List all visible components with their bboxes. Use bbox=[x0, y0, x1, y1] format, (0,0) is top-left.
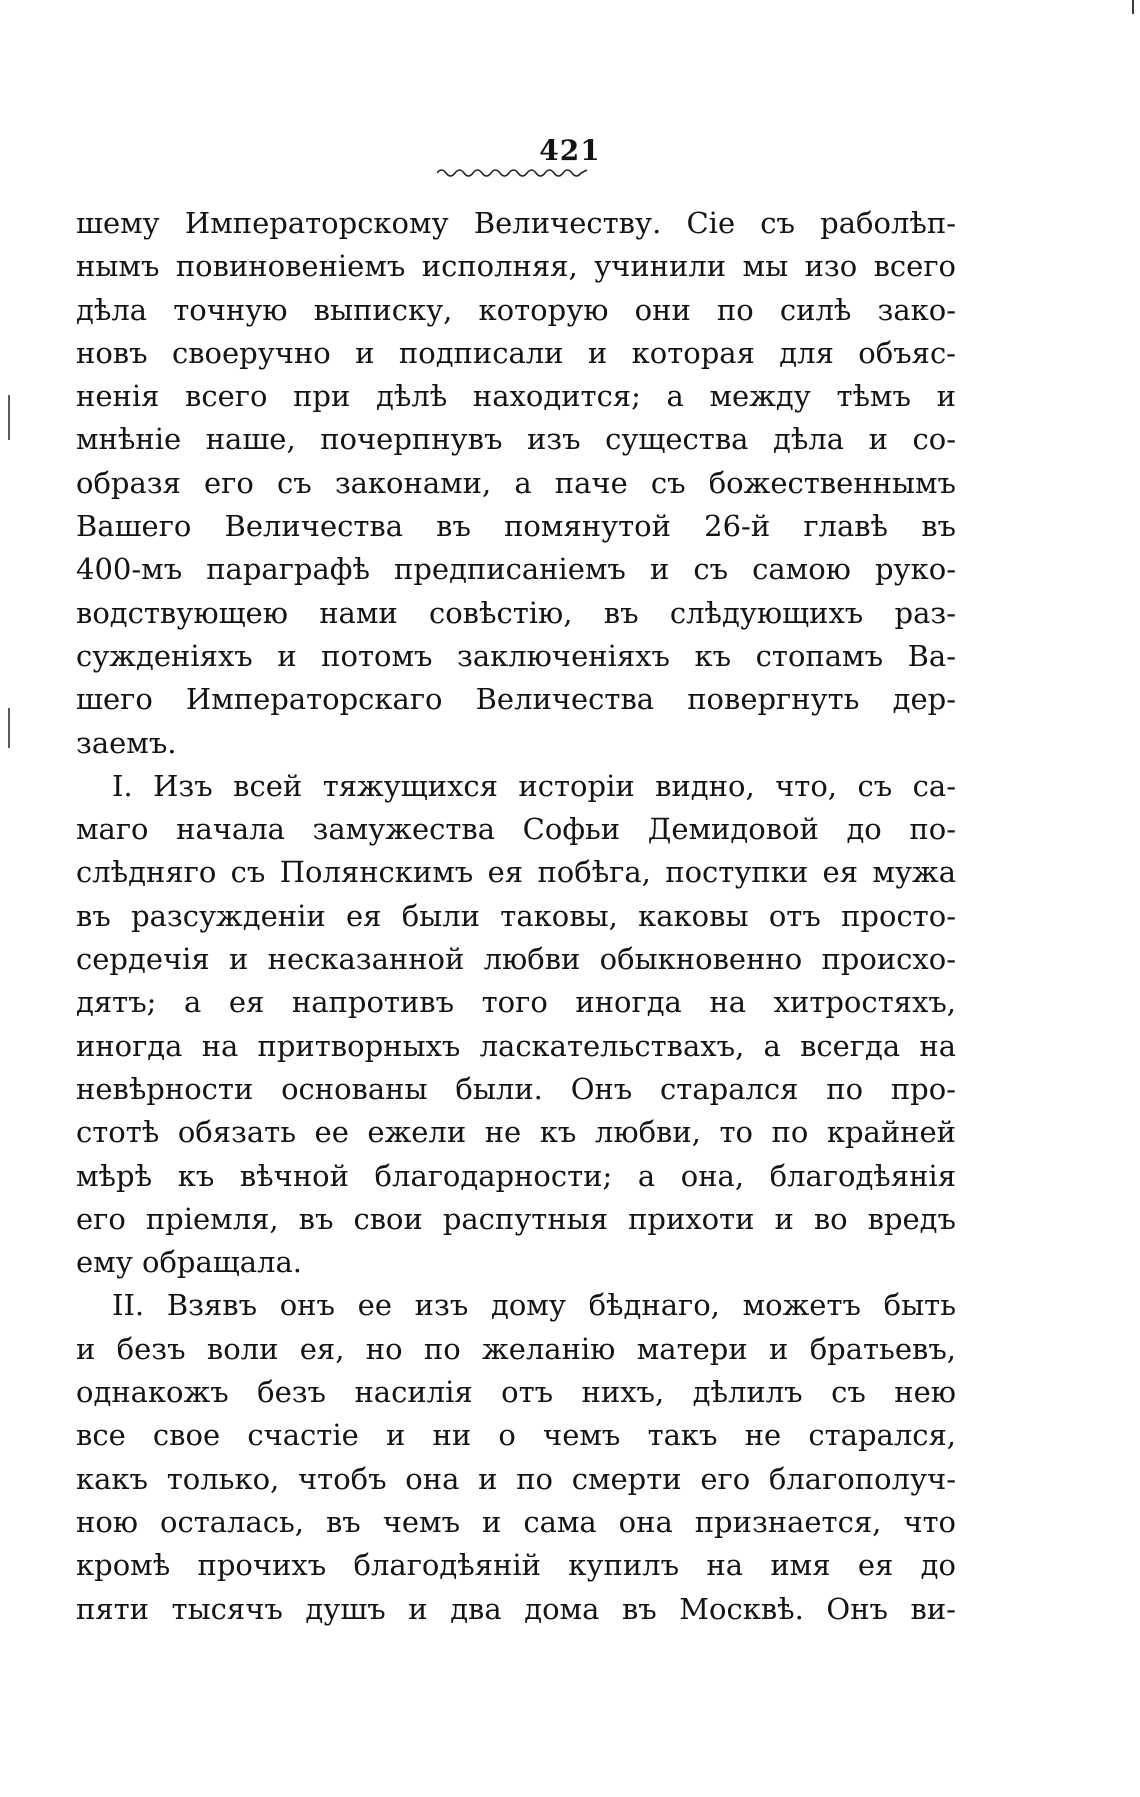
text-line: ною осталась, въ чемъ и сама она признается, что bbox=[76, 1504, 956, 1539]
text-line: его пріемля, въ свои распутныя прихоти и во вредъ bbox=[76, 1201, 956, 1236]
text-line: дятъ; а ея напротивъ того иногда на хитростяхъ, bbox=[76, 985, 956, 1020]
left-margin-mark bbox=[8, 708, 10, 748]
text-line: въ разсужденіи ея были таковы, каковы отъ просто- bbox=[76, 898, 956, 933]
left-margin-mark bbox=[8, 395, 10, 440]
text-line: дѣла точную выписку, которую они по силѣ зако- bbox=[76, 292, 956, 327]
paragraph-start-line: I. Изъ всей тяжущихся исторіи видно, что, съ са- bbox=[112, 768, 956, 803]
text-line: кромѣ прочихъ благодѣяній купилъ на имя ея до bbox=[76, 1548, 956, 1583]
text-line: шего Императорскаго Величества повергнуть дер- bbox=[76, 682, 956, 717]
text-line: ему обращала. bbox=[76, 1245, 302, 1280]
text-line: сужденіяхъ и потомъ заключеніяхъ къ стопамъ Ва- bbox=[76, 638, 956, 673]
text-line: мнѣніе наше, почерпнувъ изъ существа дѣла и со- bbox=[76, 422, 956, 457]
text-line: мѣрѣ къ вѣчной благодарности; а она, благодѣянія bbox=[76, 1158, 956, 1193]
text-line: ненія всего при дѣлѣ находится; а между тѣмъ и bbox=[76, 379, 956, 414]
text-line: водствующею нами совѣстію, въ слѣдующихъ раз- bbox=[76, 595, 956, 630]
text-line: невѣрности основаны были. Онъ старался по про- bbox=[76, 1071, 956, 1106]
text-line: однакожъ безъ насилія отъ нихъ, дѣлилъ съ нею bbox=[76, 1375, 956, 1410]
text-line: все свое счастіе и ни о чемъ такъ не старался, bbox=[76, 1418, 956, 1453]
text-line: сердечія и несказанной любви обыкновенно происхо- bbox=[76, 942, 956, 977]
text-line: образя его съ законами, а паче съ божественнымъ bbox=[76, 465, 956, 500]
text-line: и безъ воли ея, но по желанію матери и братьевъ, bbox=[76, 1331, 956, 1366]
text-line: заемъ. bbox=[76, 725, 177, 760]
text-line: новъ своеручно и подписали и которая для объяс- bbox=[76, 335, 956, 370]
scan-edge-mark bbox=[1132, 0, 1134, 14]
wavy-line-ornament-icon bbox=[437, 166, 587, 180]
text-line: нымъ повиновеніемъ исполняя, учинили мы изо всего bbox=[76, 249, 956, 284]
text-line: шему Императорскому Величеству. Сіе съ раболѣп- bbox=[76, 206, 956, 240]
text-line: какъ только, чтобъ она и по смерти его благополуч- bbox=[76, 1461, 956, 1496]
body-text bbox=[76, 202, 956, 1631]
text-line: пяти тысячъ душъ и два дома въ Москвѣ. Онъ ви- bbox=[76, 1591, 956, 1626]
text-line: иногда на притворныхъ ласкательствахъ, а всегда на bbox=[76, 1028, 956, 1063]
text-line: маго начала замужества Софьи Демидовой до по- bbox=[76, 812, 956, 847]
text-line: слѣдняго съ Полянскимъ ея побѣга, поступки ея мужа bbox=[76, 855, 956, 890]
page-number: 421 bbox=[539, 134, 601, 167]
paragraph-start-line: II. Взявъ онъ ее изъ дому бѣднаго, можетъ быть bbox=[112, 1288, 956, 1323]
text-line: стотѣ обязать ее ежели не къ любви, то по крайней bbox=[76, 1115, 956, 1150]
text-line: Вашего Величества въ помянутой 26-й главѣ въ bbox=[76, 509, 956, 544]
text-line: 400-мъ параграфѣ предписаніемъ и съ самою руко- bbox=[76, 552, 956, 587]
